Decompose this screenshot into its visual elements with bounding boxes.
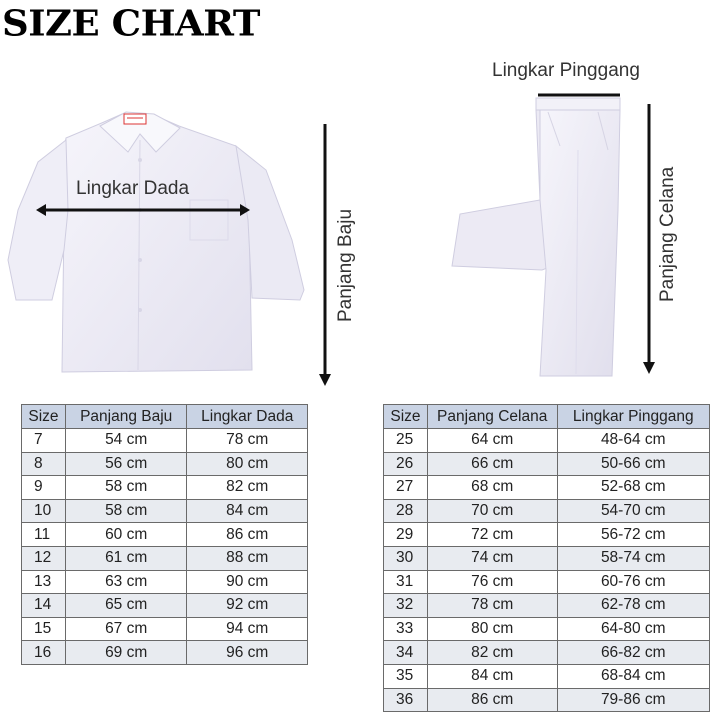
size-cell: 14 bbox=[22, 594, 66, 618]
size-cell: 28 bbox=[384, 499, 428, 523]
table-row bbox=[22, 476, 308, 500]
measurement-cell: 60-76 cm bbox=[557, 570, 710, 594]
measurement-cell: 69 cm bbox=[65, 641, 187, 665]
measurement-cell: 62-78 cm bbox=[557, 594, 710, 618]
page-title: SIZE CHART bbox=[2, 2, 260, 44]
size-cell: 25 bbox=[384, 429, 428, 453]
table-row bbox=[22, 570, 308, 594]
measurement-cell: 78 cm bbox=[427, 594, 557, 618]
panjang-baju-label: Panjang Baju bbox=[335, 208, 356, 322]
measurement-cell: 80 cm bbox=[427, 617, 557, 641]
size-cell: 9 bbox=[22, 476, 66, 500]
column-header: Size bbox=[384, 405, 428, 429]
measurement-cell: 58 cm bbox=[65, 476, 187, 500]
size-cell: 32 bbox=[384, 594, 428, 618]
measurement-cell: 48-64 cm bbox=[557, 429, 710, 453]
lingkar-pinggang-label: Lingkar Pinggang bbox=[492, 60, 640, 81]
size-cell: 29 bbox=[384, 523, 428, 547]
shirt-illustration-icon bbox=[4, 100, 310, 380]
table-row bbox=[384, 429, 710, 453]
measurement-cell: 54 cm bbox=[65, 429, 187, 453]
table-row bbox=[22, 523, 308, 547]
column-header: Lingkar Pinggang bbox=[557, 405, 710, 429]
size-cell: 15 bbox=[22, 617, 66, 641]
measurement-cell: 56 cm bbox=[65, 452, 187, 476]
measurement-cell: 84 cm bbox=[427, 664, 557, 688]
measurement-cell: 94 cm bbox=[187, 617, 308, 641]
size-cell: 33 bbox=[384, 617, 428, 641]
measurement-cell: 82 cm bbox=[187, 476, 308, 500]
measurement-cell: 92 cm bbox=[187, 594, 308, 618]
pants-illustration-icon bbox=[448, 90, 628, 380]
size-cell: 13 bbox=[22, 570, 66, 594]
table-row bbox=[22, 546, 308, 570]
measurement-cell: 67 cm bbox=[65, 617, 187, 641]
panjang-celana-label: Panjang Celana bbox=[657, 166, 678, 302]
table-row bbox=[384, 641, 710, 665]
column-header: Size bbox=[22, 405, 66, 429]
table-row bbox=[22, 594, 308, 618]
measurement-cell: 68-84 cm bbox=[557, 664, 710, 688]
pants-size-table bbox=[383, 404, 710, 712]
table-row bbox=[384, 664, 710, 688]
column-header: Panjang Celana bbox=[427, 405, 557, 429]
size-cell: 31 bbox=[384, 570, 428, 594]
table-row bbox=[384, 617, 710, 641]
size-cell: 7 bbox=[22, 429, 66, 453]
lingkar-pinggang-line-icon bbox=[536, 90, 624, 100]
measurement-cell: 64 cm bbox=[427, 429, 557, 453]
panjang-baju-arrow-icon bbox=[318, 120, 332, 386]
measurement-cell: 64-80 cm bbox=[557, 617, 710, 641]
table-row bbox=[384, 594, 710, 618]
measurement-cell: 80 cm bbox=[187, 452, 308, 476]
measurement-cell: 79-86 cm bbox=[557, 688, 710, 712]
table-row bbox=[22, 452, 308, 476]
table-row bbox=[22, 641, 308, 665]
table-row bbox=[22, 617, 308, 641]
measurement-cell: 63 cm bbox=[65, 570, 187, 594]
table-row bbox=[384, 688, 710, 712]
measurement-cell: 86 cm bbox=[187, 523, 308, 547]
table-row bbox=[384, 570, 710, 594]
measurement-cell: 68 cm bbox=[427, 476, 557, 500]
table-row bbox=[22, 429, 308, 453]
measurement-cell: 88 cm bbox=[187, 546, 308, 570]
size-cell: 35 bbox=[384, 664, 428, 688]
lingkar-dada-label: Lingkar Dada bbox=[76, 178, 190, 199]
table-row bbox=[22, 499, 308, 523]
table-row bbox=[384, 452, 710, 476]
panjang-celana-arrow-icon bbox=[642, 100, 656, 374]
measurement-cell: 66-82 cm bbox=[557, 641, 710, 665]
measurement-cell: 78 cm bbox=[187, 429, 308, 453]
size-cell: 12 bbox=[22, 546, 66, 570]
size-cell: 11 bbox=[22, 523, 66, 547]
size-cell: 34 bbox=[384, 641, 428, 665]
measurement-cell: 66 cm bbox=[427, 452, 557, 476]
measurement-cell: 72 cm bbox=[427, 523, 557, 547]
measurement-cell: 65 cm bbox=[65, 594, 187, 618]
measurement-cell: 54-70 cm bbox=[557, 499, 710, 523]
measurement-cell: 50-66 cm bbox=[557, 452, 710, 476]
measurement-cell: 58-74 cm bbox=[557, 546, 710, 570]
measurement-cell: 58 cm bbox=[65, 499, 187, 523]
size-cell: 26 bbox=[384, 452, 428, 476]
size-cell: 16 bbox=[22, 641, 66, 665]
table-header-row bbox=[22, 405, 308, 429]
size-cell: 27 bbox=[384, 476, 428, 500]
table-row bbox=[384, 523, 710, 547]
table-row bbox=[384, 476, 710, 500]
measurement-cell: 56-72 cm bbox=[557, 523, 710, 547]
measurement-cell: 61 cm bbox=[65, 546, 187, 570]
column-header: Lingkar Dada bbox=[187, 405, 308, 429]
table-row bbox=[384, 499, 710, 523]
measurement-cell: 86 cm bbox=[427, 688, 557, 712]
measurement-cell: 76 cm bbox=[427, 570, 557, 594]
measurement-cell: 74 cm bbox=[427, 546, 557, 570]
table-header-row bbox=[384, 405, 710, 429]
column-header: Panjang Baju bbox=[65, 405, 187, 429]
measurement-cell: 60 cm bbox=[65, 523, 187, 547]
measurement-cell: 70 cm bbox=[427, 499, 557, 523]
measurement-cell: 96 cm bbox=[187, 641, 308, 665]
measurement-cell: 82 cm bbox=[427, 641, 557, 665]
measurement-cell: 90 cm bbox=[187, 570, 308, 594]
size-cell: 30 bbox=[384, 546, 428, 570]
size-cell: 8 bbox=[22, 452, 66, 476]
size-cell: 10 bbox=[22, 499, 66, 523]
shirt-size-table bbox=[21, 404, 308, 665]
measurement-cell: 84 cm bbox=[187, 499, 308, 523]
size-cell: 36 bbox=[384, 688, 428, 712]
table-row bbox=[384, 546, 710, 570]
measurement-cell: 52-68 cm bbox=[557, 476, 710, 500]
